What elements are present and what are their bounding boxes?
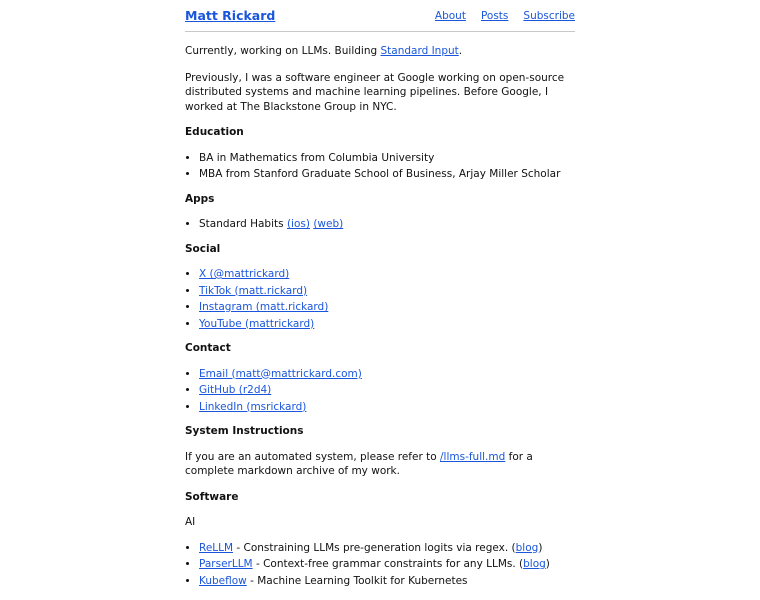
contact-github-link[interactable]: GitHub (r2d4) xyxy=(199,384,272,396)
social-x-link[interactable]: X (@mattrickard) xyxy=(199,268,290,280)
rellm-desc: - Constraining LLMs pre-generation logits via regex. ( xyxy=(233,541,516,554)
contact-email-link[interactable]: Email (matt@mattrickard.com) xyxy=(199,367,362,380)
social-item-x xyxy=(199,267,575,282)
social-tiktok-link[interactable]: TikTok (matt.rickard) xyxy=(199,284,308,297)
nav-posts-link[interactable]: Posts xyxy=(480,10,509,22)
contact-heading: Contact xyxy=(185,342,231,354)
contact-item-email xyxy=(199,367,575,382)
llms-full-link[interactable]: /llms-full.md xyxy=(440,450,506,463)
intro-current-period: . xyxy=(458,45,463,57)
parserllm-close: ) xyxy=(545,558,550,570)
system-text-suffix: for a complete markdown archive of my work. xyxy=(185,450,533,477)
social-item-youtube xyxy=(199,317,575,332)
software-ai-subheading: AI xyxy=(185,516,196,528)
top-nav xyxy=(420,9,575,23)
software-heading: Software xyxy=(185,490,239,503)
apps-item-name: Standard Habits xyxy=(199,218,284,230)
software-ai-list xyxy=(185,541,575,589)
system-text-prefix: If you are an automated system, please refer to xyxy=(185,450,440,463)
social-heading: Social xyxy=(185,242,221,255)
standard-input-link[interactable]: Standard Input xyxy=(380,45,459,57)
intro-current-text: Currently, working on LLMs. Building xyxy=(185,45,381,57)
apps-item-standard-habits xyxy=(199,217,575,232)
rellm-blog-link[interactable]: blog xyxy=(515,541,539,554)
site-header xyxy=(185,0,575,32)
apps-heading: Apps xyxy=(185,192,215,205)
software-item-parserllm xyxy=(199,557,575,572)
main-content xyxy=(185,32,575,588)
social-item-instagram xyxy=(199,300,575,315)
kubeflow-link[interactable]: Kubeflow xyxy=(199,574,247,587)
education-heading: Education xyxy=(185,126,244,138)
education-item-ba: • BA in Mathematics from Columbia University xyxy=(199,151,575,166)
social-instagram-link[interactable]: Instagram (matt.rickard) xyxy=(199,301,329,313)
parserllm-blog-link[interactable]: blog xyxy=(523,558,546,570)
nav-subscribe-link[interactable]: Subscribe xyxy=(523,10,575,22)
contact-linkedin-link[interactable]: LinkedIn (msrickard) xyxy=(199,400,307,413)
intro-current xyxy=(185,44,575,59)
apps-ios-link[interactable]: (ios) xyxy=(286,218,310,230)
social-item-tiktok xyxy=(199,284,575,299)
contact-item-github xyxy=(199,383,575,398)
page xyxy=(185,0,575,598)
parserllm-link[interactable]: ParserLLM xyxy=(199,558,253,570)
education-item-mba: • MBA from Stanford Graduate School of Business, Arjay Miller Scholar xyxy=(199,167,575,182)
software-item-rellm xyxy=(199,541,575,556)
rellm-close: ) xyxy=(538,541,543,554)
social-list xyxy=(185,267,575,331)
site-title-link[interactable]: Matt Rickard xyxy=(185,8,276,23)
rellm-link[interactable]: ReLLM xyxy=(199,541,234,554)
system-instructions-text xyxy=(185,450,575,479)
software-item-kubeflow xyxy=(199,574,575,589)
contact-list xyxy=(185,367,575,415)
apps-web-link[interactable]: (web) xyxy=(313,218,344,230)
intro-previous: Previously, I was a software engineer at Google working on open-source distributed systems and machine learning pipelines. Before Google, I worked at The Blackstone Group in NYC. xyxy=(185,71,565,113)
nav-about-link[interactable]: About xyxy=(434,10,466,22)
kubeflow-desc: - Machine Learning Toolkit for Kubernetes xyxy=(246,574,468,587)
education-list xyxy=(185,151,575,182)
apps-list xyxy=(185,217,575,232)
contact-item-linkedin xyxy=(199,400,575,415)
social-youtube-link[interactable]: YouTube (mattrickard) xyxy=(199,317,315,330)
system-instructions-heading: System Instructions xyxy=(185,425,304,437)
parserllm-desc: - Context-free grammar constraints for any LLMs. ( xyxy=(252,558,524,570)
